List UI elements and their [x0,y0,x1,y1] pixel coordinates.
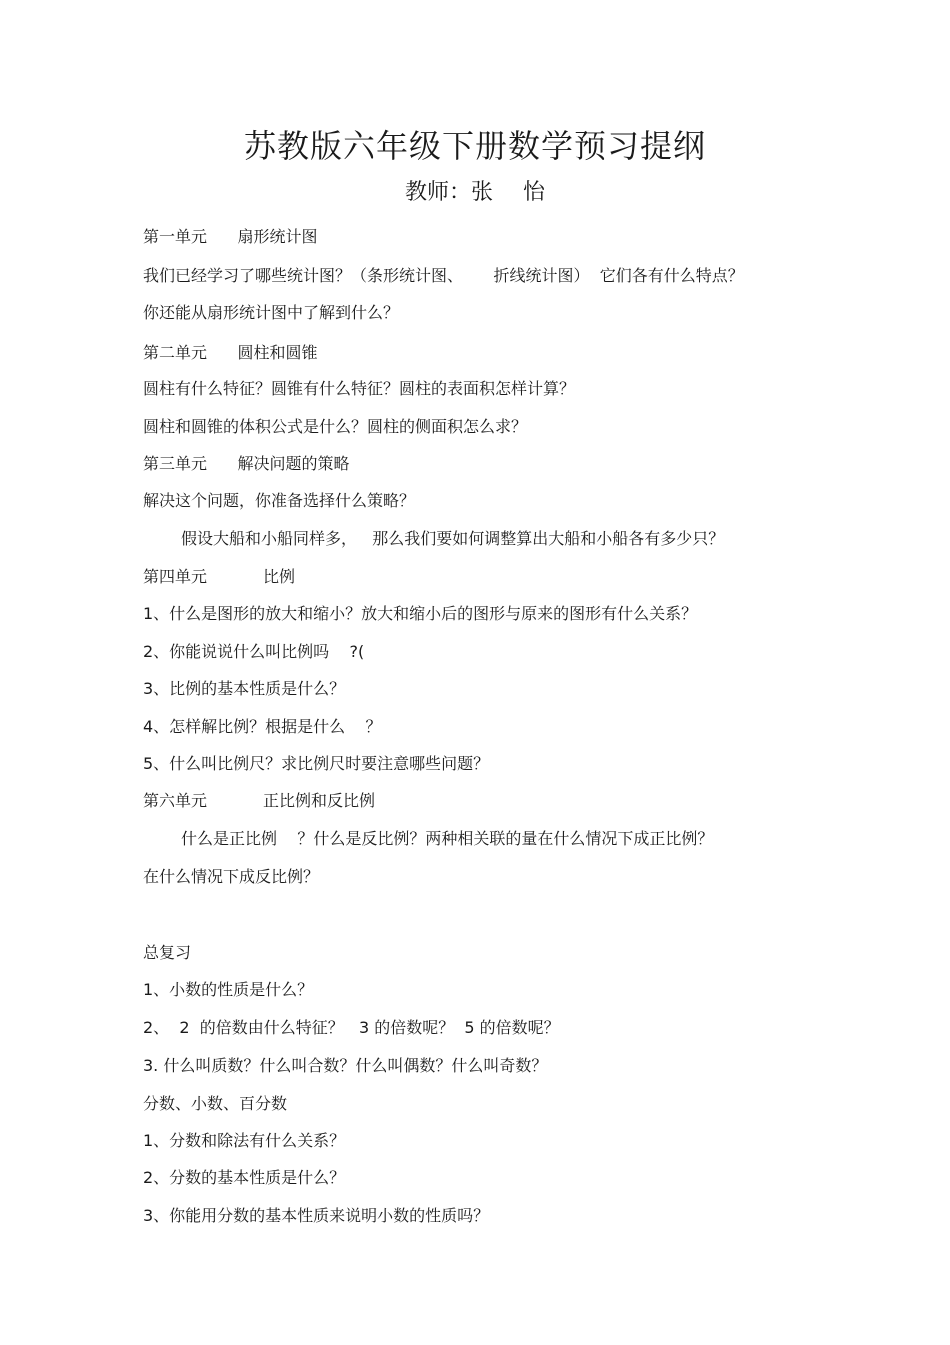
unit-4-heading: 第四单元 比例 [143,567,295,586]
review-heading: 总复习 [143,943,192,962]
fractions-heading: 分数、小数、百分数 [143,1094,288,1113]
teacher-name-first: 张 [470,180,493,205]
unit-4-question-2: 2、你能说说什么叫比例吗 ?( [143,642,365,661]
unit-2-question-1: 圆柱有什么特征？圆锥有什么特征？圆柱的表面积怎样计算？ [143,379,576,398]
unit-1-question-2: 你还能从扇形统计图中了解到什么？ [143,303,400,322]
unit-1-heading: 第一单元 扇形统计图 [143,227,318,246]
unit-1-question-1: 我们已经学习了哪些统计图？（条形统计图、 折线统计图） 它们各有什么特点？ [143,266,744,285]
unit-3-question-1: 解决这个问题，你准备选择什么策略？ [143,491,416,510]
unit-4-question-1: 1、什么是图形的放大和缩小？放大和缩小后的图形与原来的图形有什么关系？ [143,604,698,623]
document-title: 苏教版六年级下册数学预习提纲 [243,127,706,165]
unit-6-question-2: 在什么情况下成反比例？ [143,867,320,886]
review-question-3: 3. 什么叫质数？什么叫合数？什么叫偶数？什么叫奇数？ [143,1056,548,1075]
fractions-question-3: 3、你能用分数的基本性质来说明小数的性质吗？ [143,1206,490,1225]
teacher-label: 教师： [404,180,471,205]
fractions-question-1: 1、分数和除法有什么关系？ [143,1131,346,1150]
unit-2-question-2: 圆柱和圆锥的体积公式是什么？圆柱的侧面积怎么求？ [143,417,528,436]
fractions-question-2: 2、分数的基本性质是什么？ [143,1168,346,1187]
review-question-1: 1、小数的性质是什么？ [143,980,314,999]
unit-4-question-3: 3、比例的基本性质是什么？ [143,679,346,698]
unit-6-heading: 第六单元 正比例和反比例 [143,791,375,810]
unit-3-question-2: 假设大船和小船同样多， 那么我们要如何调整算出大船和小船各有多少只？ [181,529,725,548]
teacher-line [0,178,950,208]
unit-6-question-1: 什么是正比例 ？什么是反比例？两种相关联的量在什么情况下成正比例？ [181,829,714,848]
teacher-name-second: 怡 [523,180,546,205]
unit-3-heading: 第三单元 解决问题的策略 [143,454,350,473]
review-question-2: 2、 2 的倍数由什么特征？ 3 的倍数呢？ 5 的倍数呢？ [143,1018,560,1037]
unit-2-heading: 第二单元 圆柱和圆锥 [143,343,318,362]
unit-4-question-4: 4、怎样解比例？根据是什么 ？ [143,717,382,736]
unit-4-question-5: 5、什么叫比例尺？求比例尺时要注意哪些问题？ [143,754,490,773]
